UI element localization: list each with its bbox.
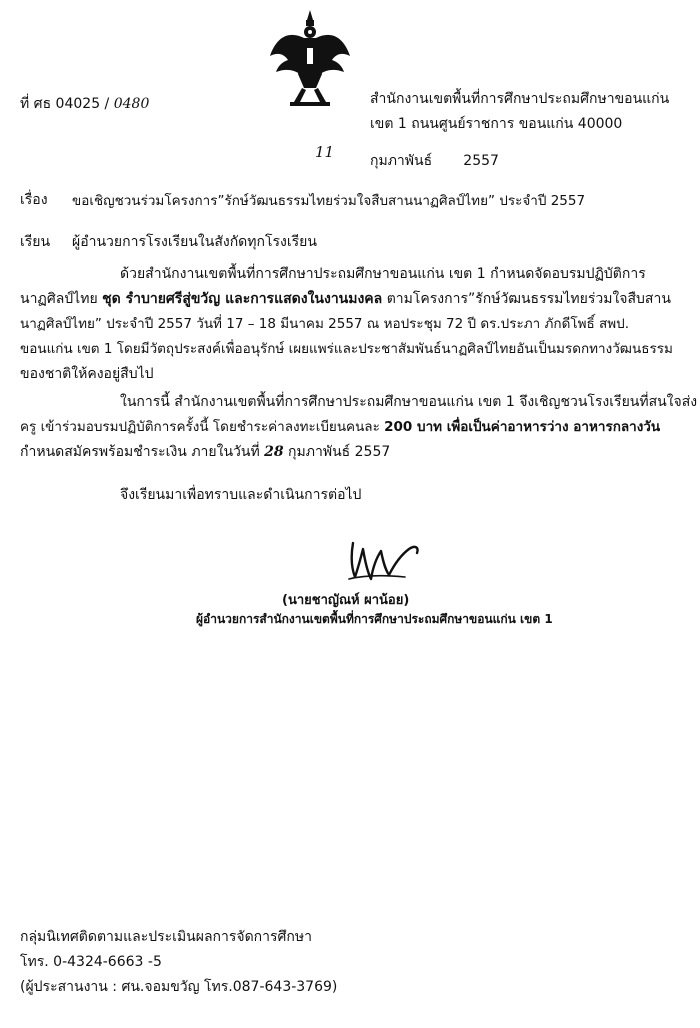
body-line: จึงเรียนมาเพื่อทราบและดำเนินการต่อไป: [120, 487, 362, 503]
office-address: เขต 1 ถนนศูนย์ราชการ ขอนแก่น 40000: [370, 116, 623, 132]
reference-number-handwritten: 0480: [113, 96, 150, 112]
text-span-bold: 200 บาท เพื่อเป็นค่าอาหารว่าง อาหารกลางวัน: [384, 419, 661, 435]
subject-label: เรื่อง: [20, 192, 48, 208]
body-line: [20, 415, 675, 440]
signatory-name: (นายชาญัณห์ ผาน้อย): [282, 593, 410, 608]
body-line: [20, 287, 675, 312]
text-span: ครู เข้าร่วมอบรมปฏิบัติการครั้งนี้ โดยชำระค่าลงทะเบียนคนละ: [20, 419, 385, 435]
body-paragraph-3: [20, 483, 675, 508]
recipient-label: เรียน: [20, 234, 51, 250]
text-span: นาฏศิลป์ไทย: [20, 291, 103, 307]
body-paragraph-2: [20, 390, 698, 465]
reference-number: [20, 93, 149, 115]
recipient-text: ผู้อำนวยการโรงเรียนในสังกัดทุกโรงเรียน: [72, 234, 317, 250]
body-line: [20, 440, 675, 465]
deadline-day-handwritten: 28: [264, 444, 284, 460]
body-line: ของชาติให้คงอยู่สืบไป: [20, 366, 154, 382]
footer-unit: กลุ่มนิเทศติดตามและประเมินผลการจัดการศึกษา: [20, 929, 312, 945]
handwritten-signature: [345, 535, 425, 585]
text-span-bold: ชุด รำบายศรีสู่ขวัญ และการแสดงในงานมงคล: [102, 291, 383, 307]
office-name: สำนักงานเขตพื้นที่การศึกษาประถมศึกษาขอนแก่น: [370, 91, 670, 107]
body-line: ขอนแก่น เขต 1 โดยมีวัตถุประสงค์เพื่ออนุรักษ์ เผยแพร่และประชาสัมพันธ์นาฏศิลป์ไทยอันเป็นมรดกทางวัฒนธรรม: [20, 341, 673, 357]
text-span: ตามโครงการ”รักษ์วัฒนธรรมไทยร่วมใจสืบสาน: [382, 291, 671, 307]
body-line: ในการนี้ สำนักงานเขตพื้นที่การศึกษาประถมศึกษาขอนแก่น เขต 1 จึงเชิญชวนโรงเรียนที่สนใจส่ง: [120, 394, 698, 410]
body-line: ด้วยสำนักงานเขตพื้นที่การศึกษาประถมศึกษาขอนแก่น เขต 1 กำหนดจัดอบรมปฏิบัติการ: [120, 266, 646, 282]
garuda-emblem-icon: [268, 8, 352, 108]
date-month-year: กุมภาพันธ์ 2557: [370, 153, 499, 169]
body-line: นาฏศิลป์ไทย” ประจำปี 2557 วันที่ 17 – 18 มีนาคม 2557 ณ หอประชุม 72 ปี ดร.ประภา ภักดีโพธิ์ สพป.: [20, 316, 630, 332]
date-day-handwritten: 11: [315, 143, 335, 161]
body-paragraph-1: [20, 262, 675, 387]
text-span: กำหนดสมัครพร้อมชำระเงิน ภายในวันที่: [20, 444, 265, 460]
footer-coordinator: (ผู้ประสานงาน : ศน.จอมขวัญ โทร.087-643-3769): [20, 979, 338, 995]
signatory-title: ผู้อำนวยการสำนักงานเขตพื้นที่การศึกษาประถมศึกษาขอนแก่น เขต 1: [196, 612, 553, 626]
text-span: กุมภาพันธ์ 2557: [283, 444, 391, 460]
subject-text: ขอเชิญชวนร่วมโครงการ”รักษ์วัฒนธรรมไทยร่วมใจสืบสานนาฏศิลป์ไทย” ประจำปี 2557: [72, 193, 586, 209]
footer-phone: โทร. 0-4324-6663 -5: [20, 954, 162, 970]
reference-prefix: ที่ ศธ 04025 /: [20, 96, 114, 112]
